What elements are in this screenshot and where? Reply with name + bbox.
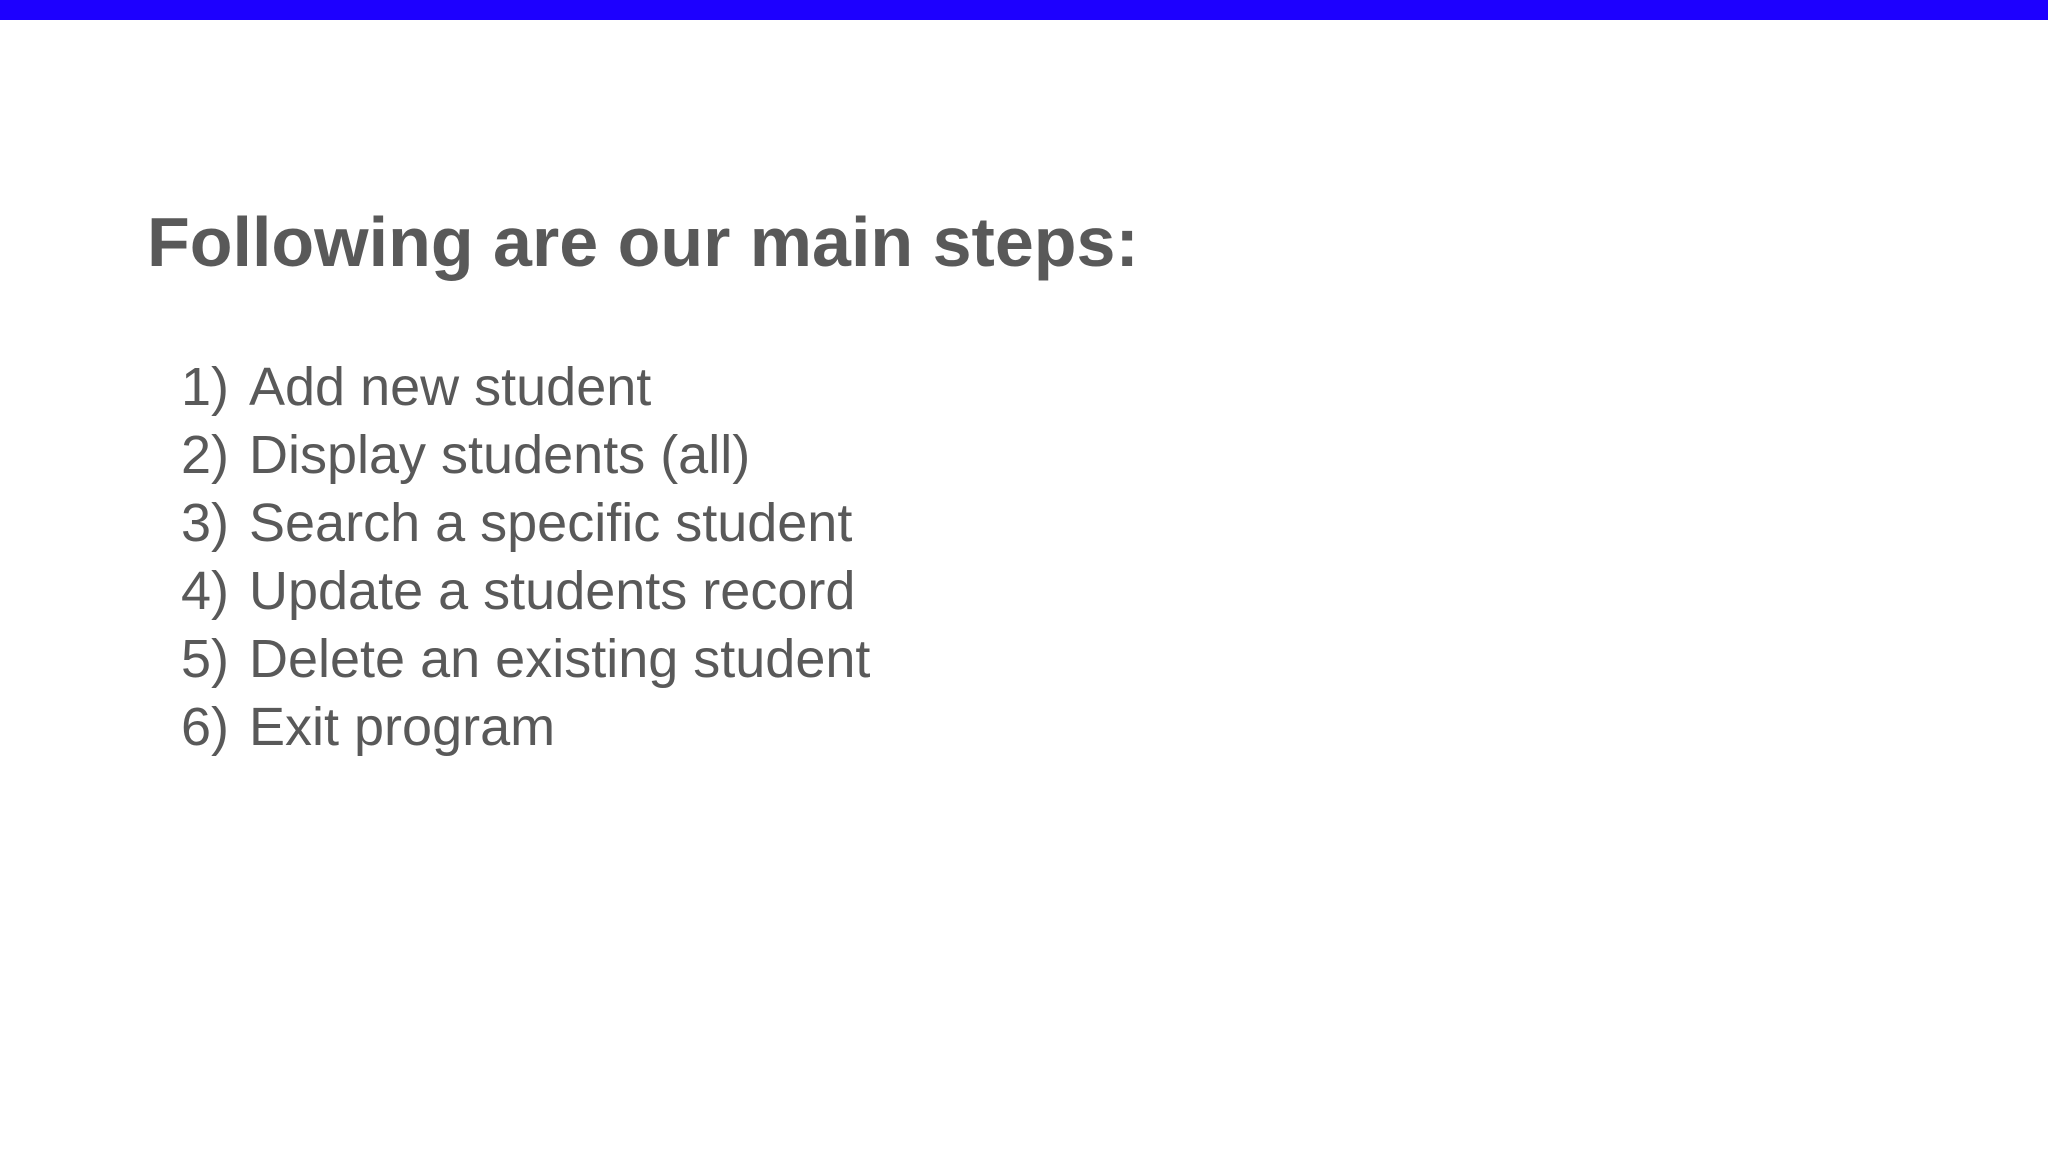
step-label: Display students (all) (249, 425, 751, 485)
step-number: 6) (180, 697, 229, 757)
step-number: 2) (180, 425, 229, 485)
step-number: 3) (180, 493, 229, 553)
list-item (147, 421, 870, 489)
list-item (147, 353, 870, 421)
step-label: Exit program (249, 697, 556, 757)
list-item (147, 693, 870, 761)
step-label: Update a students record (249, 561, 856, 621)
step-label: Delete an existing student (249, 629, 871, 689)
slide-title: Following are our main steps: (147, 203, 1139, 281)
step-label: Search a specific student (249, 493, 853, 553)
top-accent-bar (0, 0, 2048, 20)
step-label: Add new student (249, 357, 652, 417)
list-item (147, 557, 870, 625)
step-number: 5) (180, 629, 229, 689)
step-number: 4) (180, 561, 229, 621)
steps-list (147, 353, 870, 761)
list-item (147, 625, 870, 693)
step-number: 1) (180, 357, 229, 417)
list-item (147, 489, 870, 557)
